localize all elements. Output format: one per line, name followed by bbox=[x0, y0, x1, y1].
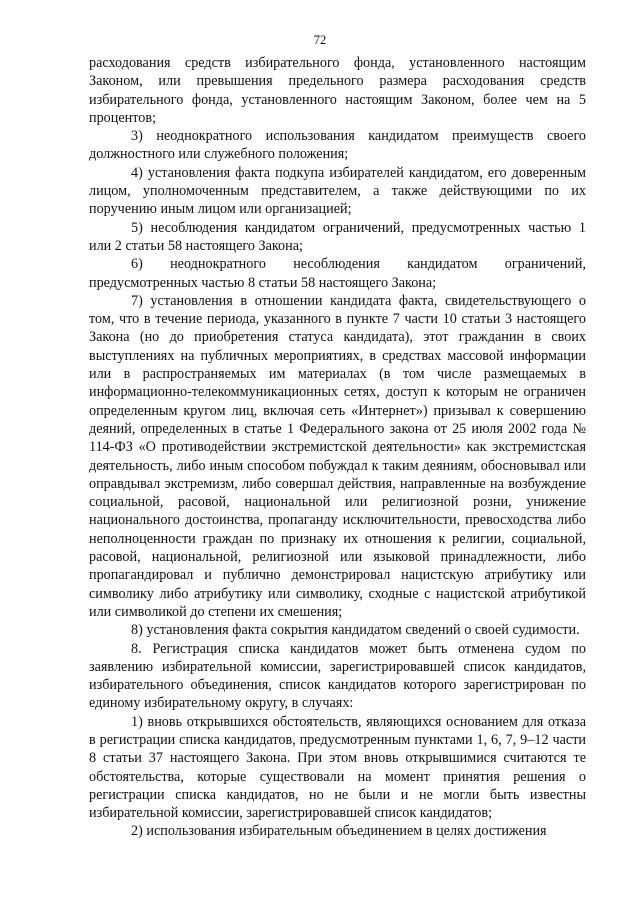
paragraph-item-4: 4) установления факта подкупа избирателей кандидатом, его доверенным лицом, уполномоченным представителем, а также действующими по их поручению иным лицом или организацией; bbox=[89, 164, 586, 218]
paragraph-item-5: 5) несоблюдения кандидатом ограничений, предусмотренных частью 1 или 2 статьи 58 настоящего Закона; bbox=[89, 219, 586, 254]
paragraph-section-8: 8. Регистрация списка кандидатов может быть отменена судом по заявлению избирательной комиссии, зарегистрировавшей список кандидатов, избирательного объединения, список кандидатов которого зарегистрирован по единому избирательному округу, в случаях: bbox=[89, 640, 586, 712]
paragraph-continuation: расходования средств избирательного фонда, установленного настоящим Законом, или превышения предельного размера расходования средств избирательного фонда, установленного настоящим Законом, более чем на 5 процентов; bbox=[89, 55, 586, 126]
paragraph-item-6: 6) неоднократного несоблюдения кандидатом ограничений, предусмотренных частью 8 статьи 58 настоящего Закона; bbox=[89, 256, 586, 291]
page-number: 72 bbox=[313, 33, 327, 47]
paragraph-item-3: 3) неоднократного использования кандидатом преимуществ своего должностного или служебного положения; bbox=[89, 128, 586, 163]
paragraph-section-8-item-2: 2) использования избирательным объединением в целях достижения bbox=[131, 823, 547, 840]
paragraph-item-8: 8) установления факта сокрытия кандидатом сведений о своей судимости. bbox=[131, 622, 580, 639]
document-body bbox=[89, 54, 586, 841]
paragraph-item-7: 7) установления в отношении кандидата факта, свидетельствующего о том, что в течение периода, указанного в пункте 7 части 10 статьи 3 настоящего Закона (но до приобретения статуса кандидата), этот гражданин в своих выступлениях на публичных мероприятиях, в средствах массовой информации или в распространяемых им материалах (в том числе размещаемых в информационно-телекоммуникационных сетях, доступ к которым не ограничен определенным кругом лиц, включая сеть «Интернет») призывал к совершению деяний, определенных в статье 1 Федерального закона от 25 июля 2002 года № 114-ФЗ «О противодействии экстремистской деятельности» как экстремистская деятельность, либо иным способом побуждал к таким деяниям, обосновывал или оправдывал экстремизм, либо совершал действия, направленные на возбуждение социальной, расовой, национальной или религиозной розни, унижение национального достоинства, пропаганду исключительности, превосходства либо неполноценности граждан по признаку их отношения к религии, социальной, расовой, национальной, религиозной или языковой принадлежности, либо пропагандировал и публично демонстрировал нацистскую атрибутику или символику либо атрибутику или символику, сходные с нацистской атрибутикой или символикой до степени их смешения; bbox=[89, 292, 586, 620]
paragraph-section-8-item-1: 1) вновь открывшихся обстоятельств, являющихся основанием для отказа в регистрации списка кандидатов, предусмотренным пунктами 1, 6, 7, 9–12 части 8 статьи 37 настоящего Закона. При этом вновь открывшимися считаются те обстоятельства, которые существовали на момент принятия решения о регистрации списка кандидатов, но не были и не могли быть известны избирательной комиссии, зарегистрировавшей список кандидатов; bbox=[89, 713, 586, 822]
